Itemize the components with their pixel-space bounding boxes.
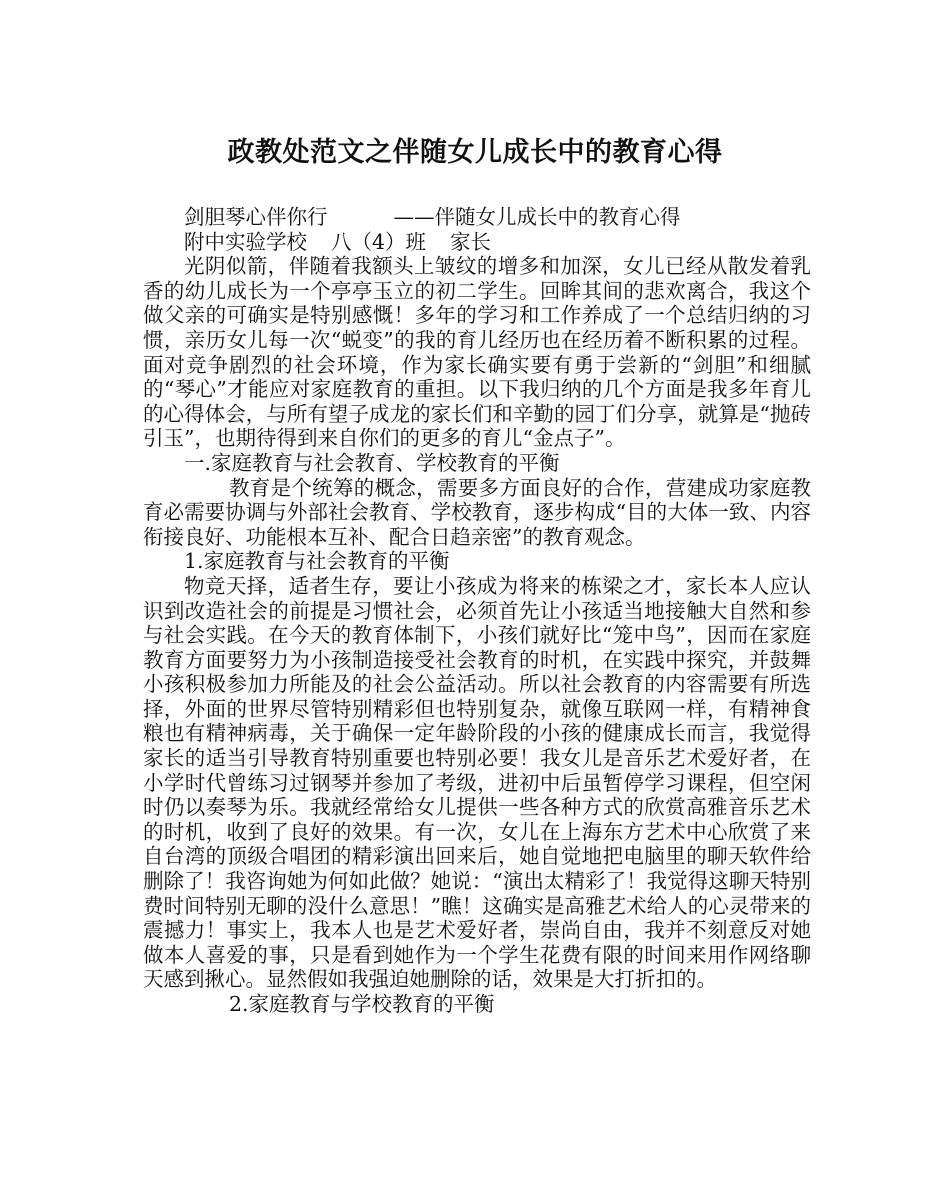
school-name: 附中实验学校: [184, 229, 307, 254]
section-1-heading: 一.家庭教育与社会教育、学校教育的平衡: [184, 450, 560, 475]
document-title: 政教处范文之伴随女儿成长中的教育心得: [227, 137, 723, 168]
section-1-paragraph: 教育是个统筹的概念，需要多方面良好的合作，营建成功家庭教育必需要协调与外部社会教育、学校教育，逐步构成“目的大体一致、内容衔接良好、功能根本互补、配合日趋亲密”的教育观念。: [143, 475, 811, 549]
header-right-text: ——伴随女儿成长中的教育心得: [393, 205, 681, 229]
author-role: 家长: [450, 229, 492, 254]
header-left-text: 剑胆琴心伴你行: [184, 205, 328, 229]
subsection-1-paragraph: 物竞天择，适者生存，要让小孩成为将来的栋梁之才，家长本人应认识到改造社会的前提是习惯社会，必须首先让小孩适当地接触大自然和参与社会实践。在今天的教育体制下，小孩们就好比“笼中鸟”，因而在家庭教育方面要努力为小孩制造接受社会教育的时机，在实践中探究，并鼓舞小孩积极参加力所能及的社会公益活动。所以社会教育的内容需要有所选择，外面的世界尽管特别精彩但也特别复杂，就像互联网一样，有精神食粮也有精神病毒，关于确保一定年龄阶段的小孩的健康成长而言，我觉得家长的适当引导教育特别重要也特别必要！我女儿是音乐艺术爱好者，在小学时代曾练习过钢琴并参加了考级，进初中后虽暂停学习课程，但空闲时仍以奏琴为乐。我就经常给女儿提供一些各种方式的欣赏高雅音乐艺术的时机，收到了良好的效果。有一次，女儿在上海东方艺术中心欣赏了来自台湾的顶级合唱团的精彩演出回来后，她自觉地把电脑里的聊天软件给删除了！我咨询她为何如此做？她说：“演出太精彩了！我觉得这聊天特别费时间特别无聊的没什么意思！”瞧！这确实是高雅艺术给人的心灵带来的震撼力！事实上，我本人也是艺术爱好者，崇尚自由，我并不刻意反对她做本人喜爱的事，只是看到她作为一个学生花费有限的时间来用作网络聊天感到揪心。显然假如我强迫她删除的话，效果是大打折扣的。: [143, 573, 811, 992]
class-name: 八（4）班: [331, 229, 427, 254]
header-line-1: [143, 205, 811, 230]
subsection-1-heading: 1.家庭教育与社会教育的平衡: [184, 549, 450, 574]
document-body: [143, 205, 811, 1017]
header-line-2: [143, 230, 811, 255]
subsection-2-heading: 2.家庭教育与学校教育的平衡: [229, 992, 495, 1016]
intro-paragraph: 光阴似箭，伴随着我额头上皱纹的增多和加深，女儿已经从散发着乳香的幼儿成长为一个亭亭玉立的初二学生。回眸其间的悲欢离合，我这个做父亲的可确实是特别感慨！多年的学习和工作养成了一个总结归纳的习惯，亲历女儿每一次“蜕变”的我的育儿经历也在经历着不断积累的过程。面对竞争剧烈的社会环境，作为家长确实要有勇于尝新的“剑胆”和细腻的“琴心”才能应对家庭教育的重担。以下我归纳的几个方面是我多年育儿的心得体会，与所有望子成龙的家长们和辛勤的园丁们分享，就算是“抛砖引玉”，也期待得到来自你们的更多的育儿“金点子”。: [143, 254, 811, 451]
